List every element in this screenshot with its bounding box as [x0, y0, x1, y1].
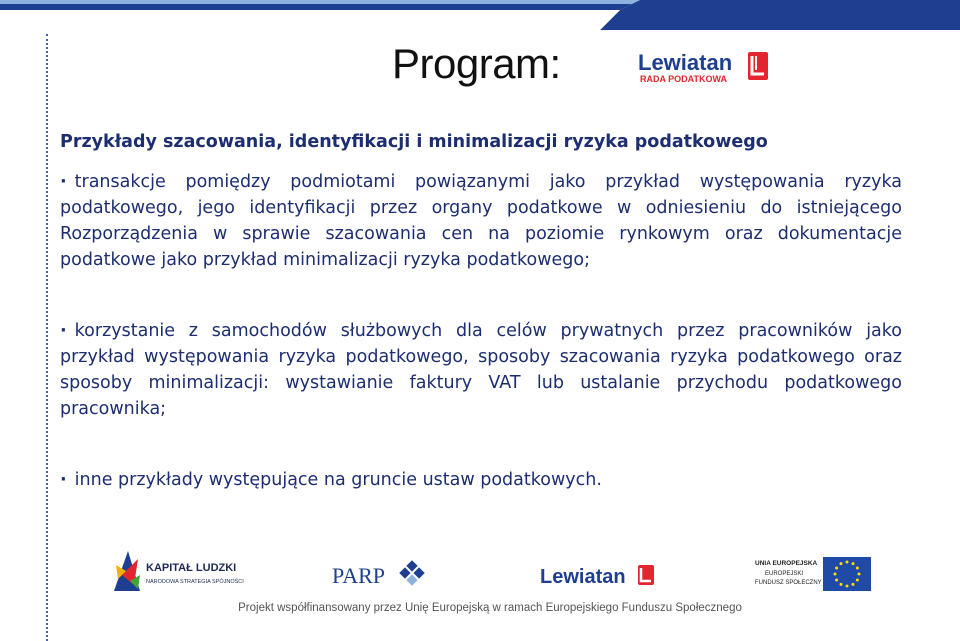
list-item-text: transakcje pomiędzy podmiotami powiązanymi jako przykład występowania ryzyka podatkowego, jego identyfikacji przez organy podatkowe w odniesieniu do istniejącego Rozporządzenia w sprawie szacowania cen na poziomie rynkowym oraz dokumentacje podatkowe jako przykład minimalizacji ryzyka podatkowego; — [60, 172, 902, 270]
list-item — [60, 318, 902, 422]
kapital-ludzki-sub: NARODOWA STRATEGIA SPÓJNOŚCI — [146, 579, 244, 585]
parp-text: PARP — [332, 563, 386, 588]
ue-line1: UNIA EUROPEJSKA — [755, 560, 818, 567]
bullet-icon: · — [60, 172, 67, 192]
cofinancing-note: Projekt współfinansowany przez Unię Europejską w ramach Europejskiego Funduszu Społecznego — [238, 602, 742, 614]
logo-sub-text: RADA PODATKOWA — [640, 74, 727, 84]
bullet-icon: · — [60, 470, 67, 490]
bullet-icon: · — [60, 321, 67, 341]
top-banner — [0, 0, 960, 30]
lewiatan-footer-logo — [540, 561, 660, 589]
parp-logo — [332, 555, 432, 595]
list-item — [60, 169, 902, 273]
page-title: Program: — [392, 40, 561, 87]
eu-efs-logo — [755, 553, 875, 597]
list-item-text: inne przykłady występujące na gruncie ustaw podatkowych. — [74, 470, 602, 490]
kapital-ludzki-title: KAPITAŁ LUDZKI — [146, 562, 237, 574]
logo-name-text: Lewiatan — [638, 50, 733, 75]
list-item-text: korzystanie z samochodów służbowych dla celów prywatnych przez pracowników jako przykład występowania ryzyka podatkowego, sposoby szacowania ryzyka podatkowego oraz sposoby minimalizacji: wystawianie faktury VAT lub ustalanie przychodu podatkowego pracownika; — [60, 321, 902, 419]
section-heading: Przykłady szacowania, identyfikacji i minimalizacji ryzyka podatkowego — [60, 132, 768, 152]
list-item — [60, 467, 902, 493]
lewiatan-footer-text: Lewiatan — [540, 566, 626, 588]
footer-logos — [0, 545, 960, 601]
ue-line3: FUNDUSZ SPOŁECZNY — [755, 580, 822, 586]
lewiatan-rada-podatkowa-logo — [638, 50, 770, 84]
kapital-ludzki-logo — [110, 545, 250, 595]
ue-line2: EUROPEJSKI — [765, 571, 804, 577]
